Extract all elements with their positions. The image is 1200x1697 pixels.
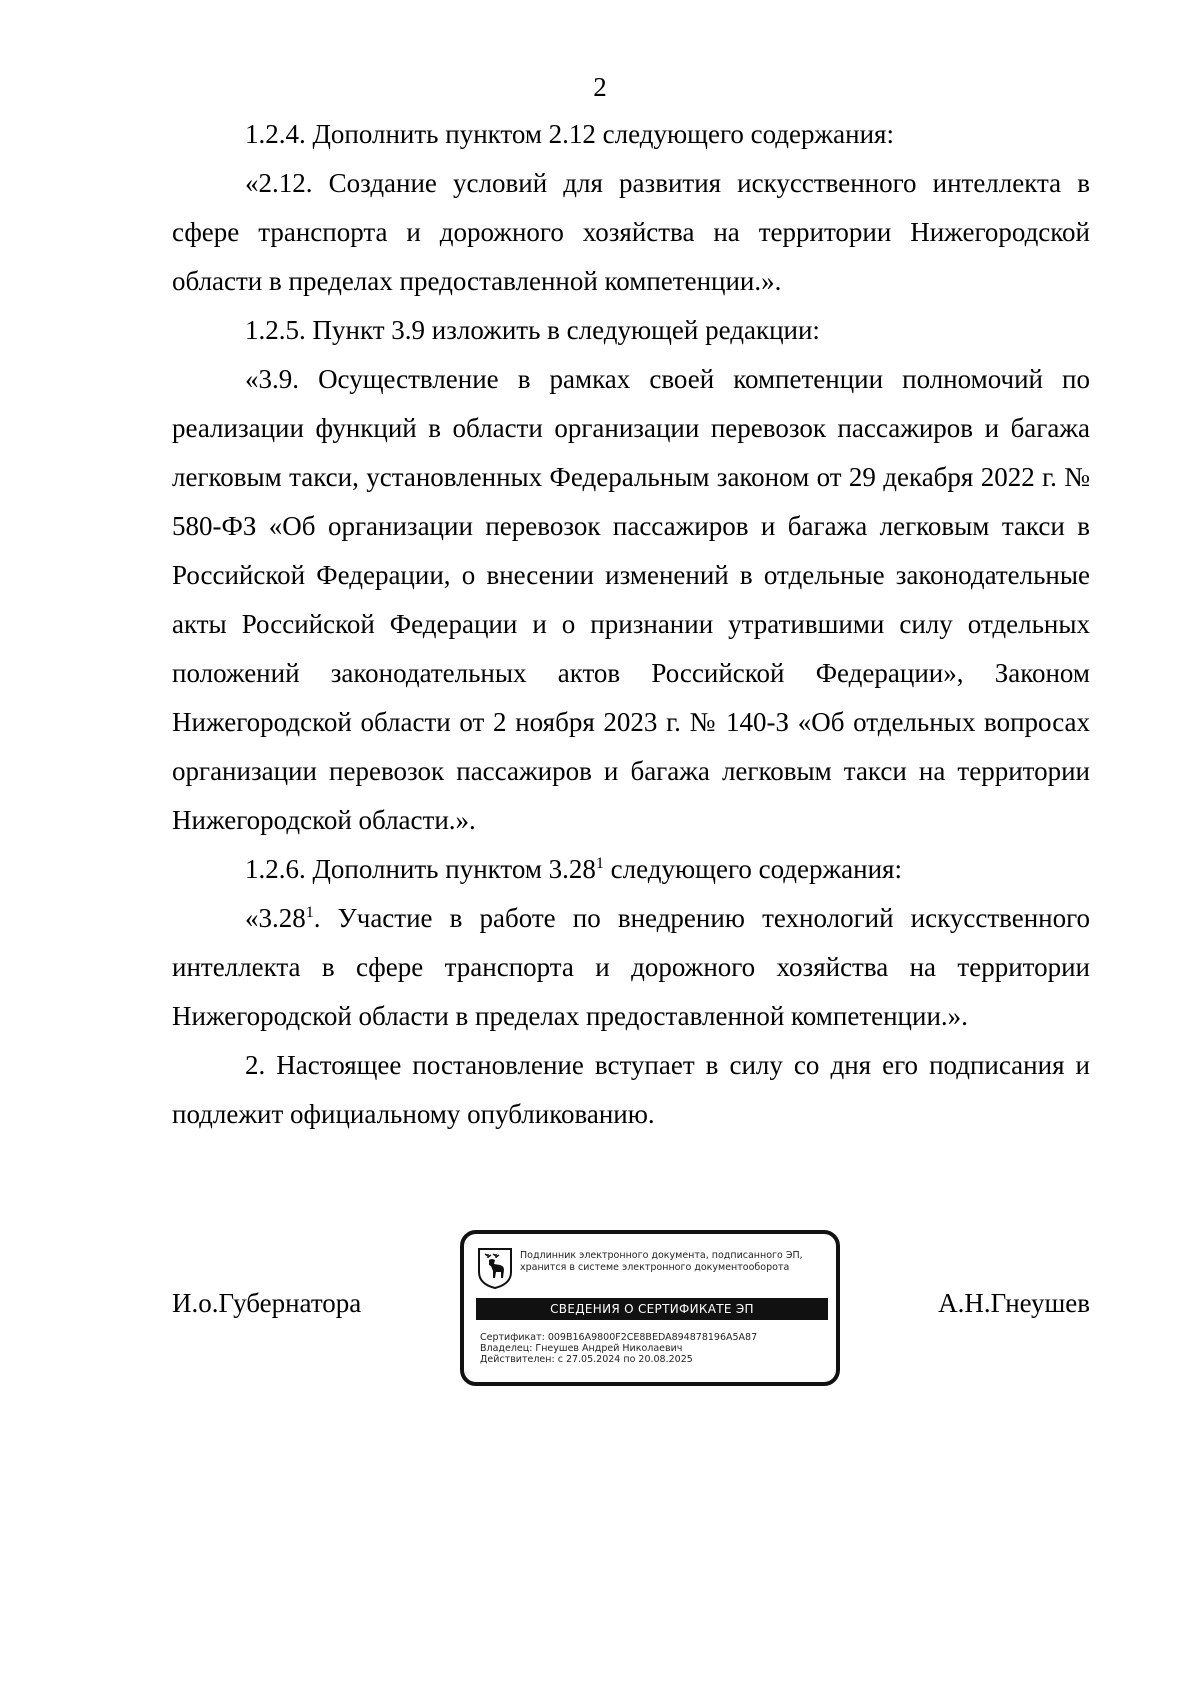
signatory-position: И.о.Губернатора — [172, 1288, 362, 1318]
signature-block — [172, 1230, 1090, 1390]
deer-emblem-icon — [476, 1246, 514, 1290]
certificate-validity: Действителен: с 27.05.2024 по 20.08.2025 — [480, 1354, 693, 1365]
page-number: 2 — [593, 72, 607, 102]
paragraph-1-2-6-before: 1.2.6. Дополнить пунктом 3.28 — [245, 854, 596, 884]
paragraph-3-28-1-after: . Участие в работе по внедрению технологий искусственного интеллекта в сфере транспорта и дорожного хозяйства на территории Нижегородской области в пределах предоставленной компетенции.». — [172, 903, 1090, 1031]
paragraph-2-entry-into-force: 2. Настоящее постановление вступает в силу со дня его подписания и подлежит официальному опубликованию. — [172, 1050, 1090, 1129]
certificate-number: Сертификат: 009B16A9800F2CE8BEDA894878196A5A87 — [480, 1332, 758, 1343]
certificate-owner: Владелец: Гнеушев Андрей Николаевич — [480, 1343, 683, 1354]
document-body — [172, 110, 1090, 1139]
stamp-title-bar: СВЕДЕНИЯ О СЕРТИФИКАТЕ ЭП — [476, 1298, 828, 1320]
paragraph-3-28-1-before: «3.28 — [245, 903, 306, 933]
certificate-details — [480, 1332, 757, 1365]
paragraph-1-2-4: 1.2.4. Дополнить пунктом 2.12 следующего содержания: — [245, 119, 894, 149]
superscript-one: 1 — [305, 904, 314, 921]
paragraph-3-28-1 — [172, 894, 1090, 1041]
stamp-note-line-2: хранится в системе электронного документооборота — [520, 1262, 790, 1273]
paragraph-1-2-6-after: следующего содержания: — [603, 854, 902, 884]
paragraph-1-2-6 — [172, 845, 1090, 894]
signatory-name: А.Н.Гнеушев — [938, 1288, 1090, 1318]
paragraph-3-9: «3.9. Осуществление в рамках своей компетенции полномочий по реализации функций в области организации перевозок пассажиров и багажа легковым такси, установленных Федеральным законом от 29 декабря 2022 г. № 580-ФЗ «Об организации перевозок пассажиров и багажа легковым такси в Российской Федерации, о внесении изменений в отдельные законодательные акты Российской Федерации и о признании утратившими силу отдельных положений законодательных актов Российской Федерации», Законом Нижегородской области от 2 ноября 2023 г. № 140-З «Об отдельных вопросах организации перевозок пассажиров и багажа легковым такси на территории Нижегородской области.». — [172, 364, 1090, 835]
superscript-one: 1 — [595, 855, 604, 872]
paragraph-2-12: «2.12. Создание условий для развития искусственного интеллекта в сфере транспорта и дорожного хозяйства на территории Нижегородской области в пределах предоставленной компетенции.». — [172, 168, 1090, 296]
electronic-signature-stamp — [460, 1230, 840, 1386]
stamp-note-line-1: Подлинник электронного документа, подписанного ЭП, — [520, 1250, 803, 1261]
paragraph-1-2-5: 1.2.5. Пункт 3.9 изложить в следующей редакции: — [245, 315, 820, 345]
stamp-note — [520, 1250, 832, 1274]
